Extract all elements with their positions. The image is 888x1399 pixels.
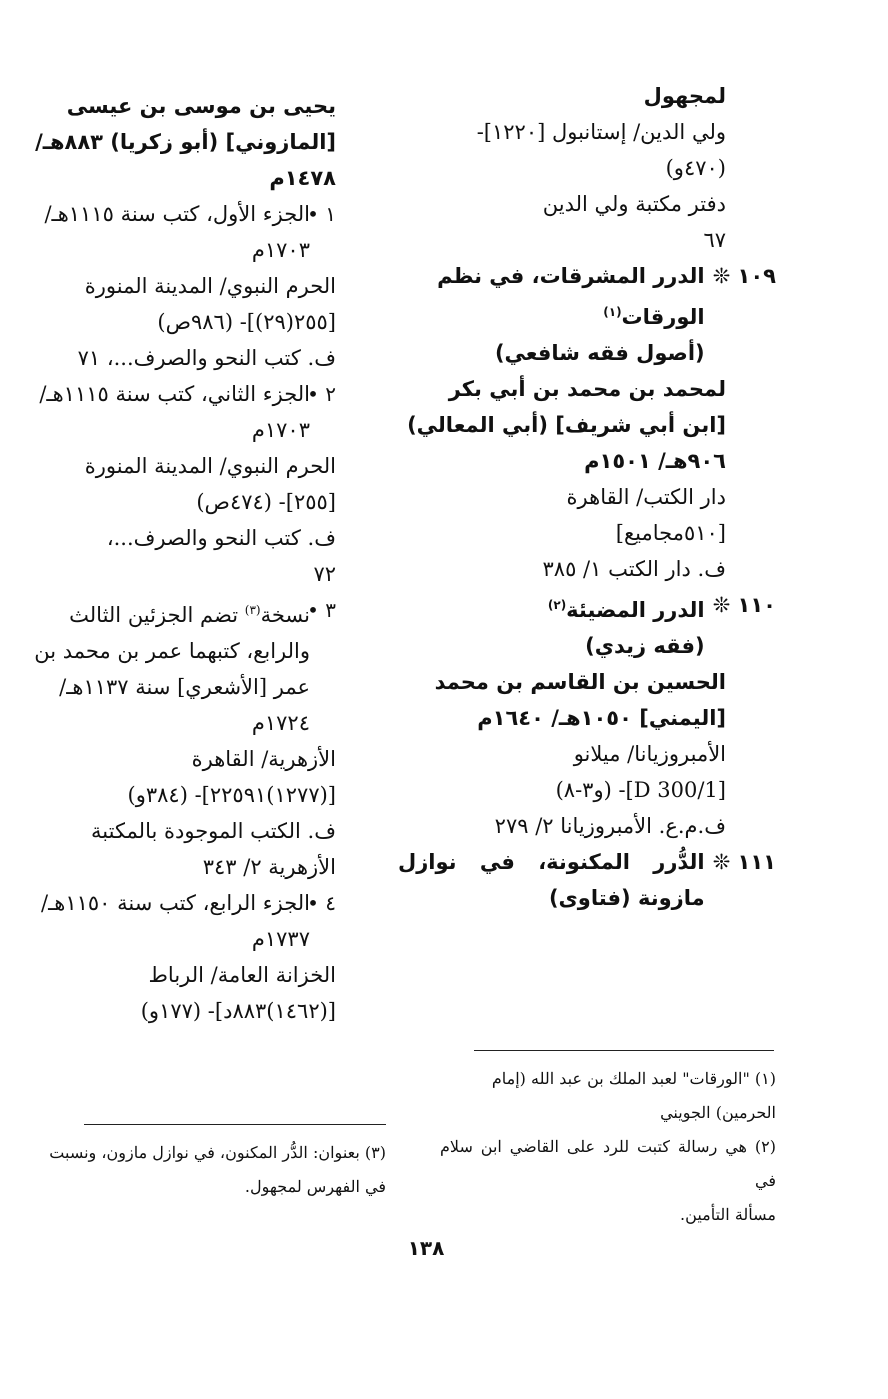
author-name: يحيى بن موسى بن عيسى	[66, 94, 336, 118]
footnote-number: (٣)	[364, 1143, 386, 1162]
footnotes-left	[46, 1136, 386, 1204]
footnote-marker: (٢)	[547, 598, 567, 612]
copy-description: عمر [الأشعري] سنة ١١٣٧هـ/	[59, 675, 310, 699]
manuscript-item-1	[44, 196, 336, 268]
footnote-2	[440, 1130, 776, 1198]
location-line: الخزانة العامة/ الرباط	[148, 963, 336, 987]
author-date: ١٤٧٨م	[269, 166, 336, 190]
catalog-reference: الأزهرية ٢/ ٣٤٣	[202, 855, 336, 879]
page-number: ١٣٨	[407, 1236, 445, 1260]
shelfmark-line: [(١٢٧٧)٢٢٥٩١]- (٣٨٤و)	[127, 783, 336, 807]
catalog-reference: ف.م.ع. الأمبروزيانا ٢/ ٢٧٩	[494, 814, 726, 838]
shelfmark-line: [(١٤٦٢)٨٨٣د]- (١٧٧و)	[140, 999, 336, 1023]
shelfmark-line: [٥١٠مجاميع]	[615, 521, 726, 545]
footnote-marker: (١)	[603, 305, 622, 319]
footnote-rule-right	[474, 1050, 774, 1051]
author-name: [المازوني] (أبو زكريا) ٨٨٣هـ/	[35, 130, 336, 154]
right-column	[398, 78, 776, 916]
copy-description: والرابع، كتبهما عمر بن محمد بن	[34, 639, 310, 663]
location-line: الحرم النبوي/ المدينة المنورة	[84, 454, 336, 478]
manuscript-item-3	[34, 592, 336, 741]
location-line: الأزهرية/ القاهرة	[191, 747, 336, 771]
author-name: [ابن أبي شريف] (أبي المعالي)	[407, 413, 726, 437]
catalog-reference-page: ٦٧	[703, 228, 726, 252]
entry-title: الورقات	[621, 305, 705, 329]
catalog-reference: ف. كتب النحو والصرف...، ٧١	[77, 346, 336, 370]
catalog-reference: ف. الكتب الموجودة بالمكتبة	[91, 819, 336, 843]
shelfmark-line: [D 300/1]- (و٣-٨)	[555, 778, 726, 802]
catalog-reference: دفتر مكتبة ولي الدين	[542, 192, 726, 216]
location-line: الأمبروزيانا/ ميلانو	[573, 742, 726, 766]
author-name: لمحمد بن محمد بن أبي بكر	[448, 377, 726, 401]
item-marker: ٢ •	[307, 382, 336, 406]
manuscript-item-4	[41, 885, 336, 957]
footnote-3	[46, 1136, 386, 1170]
location-line: الحرم النبوي/ المدينة المنورة	[84, 274, 336, 298]
entry-title: الدُّرر المكنونة، في نوازل مازونة (فتاوى)	[398, 850, 705, 910]
author-date: ٩٠٦هـ/ ١٥٠١م	[584, 449, 726, 473]
item-marker: ٤ •	[307, 891, 336, 915]
footnote-text: في الفهرس لمجهول.	[244, 1177, 386, 1196]
shelfmark-line: [٢٥٥]- (٤٧٤ص)	[196, 490, 336, 514]
copy-text: تضم الجزئين الثالث	[69, 603, 239, 627]
copy-description: الجزء الرابع، كتب سنة ١١٥٠هـ/	[41, 891, 310, 915]
footnote-number: (١)	[754, 1069, 776, 1088]
author-name: الحسين بن القاسم بن محمد	[434, 670, 726, 694]
catalog-reference-page: ٧٢	[313, 562, 336, 586]
footnote-rule-left	[84, 1124, 386, 1125]
copy-date: ١٧٠٣م	[251, 238, 310, 262]
copy-date: ١٧٢٤م	[251, 711, 310, 735]
footnote-text: الحرمين) الجويني	[660, 1103, 776, 1122]
entry-109-heading	[398, 258, 776, 371]
copy-description: الجزء الثاني، كتب سنة ١١١٥هـ/	[39, 382, 310, 406]
entry-number: ١١٠ ❊	[712, 593, 776, 617]
item-marker: ١ •	[307, 202, 336, 226]
copy-description: الجزء الأول، كتب سنة ١١١٥هـ/	[44, 202, 310, 226]
footnote-1	[440, 1062, 776, 1096]
copy-date: ١٧٠٣م	[251, 418, 310, 442]
location-line: ولي الدين/ إستانبول [١٢٢٠]-	[476, 120, 726, 144]
manuscript-item-2	[39, 376, 336, 448]
catalog-reference: ف. كتب النحو والصرف...،	[106, 526, 336, 550]
author-heading: لمجهول	[643, 84, 726, 108]
copy-description	[48, 592, 310, 633]
footnote-text: "الورقات" لعبد الملك بن عبد الله (إمام	[491, 1069, 750, 1088]
entry-subject: (أصول فقه شافعي)	[494, 341, 705, 365]
entry-number: ١١١ ❊	[712, 850, 776, 874]
footnote-number: (٢)	[754, 1137, 776, 1156]
entry-title: الدرر المشرقات، في نظم	[437, 264, 705, 288]
footnote-text: بعنوان: الدُّر المكنون، في نوازل مازون، ونسبت	[49, 1143, 360, 1162]
folio-line: (٤٧٠و)	[665, 156, 726, 180]
footnote-text: هي رسالة كتبت للرد على القاضي ابن سلام في	[440, 1137, 776, 1190]
footnote-marker: (٣)	[244, 603, 261, 617]
item-marker: ٣ •	[307, 598, 336, 622]
entry-number: ١٠٩ ❊	[712, 264, 776, 288]
entry-subject: (فقه زيدي)	[585, 634, 705, 658]
location-line: دار الكتب/ القاهرة	[566, 485, 726, 509]
entry-title: الدرر المضيئة	[566, 598, 705, 622]
footnote-text: مسألة التأمين.	[680, 1205, 776, 1224]
entry-111-heading	[398, 844, 776, 916]
shelfmark-line: [٢٥٥(٢٩)]- (٩٨٦ص)	[157, 310, 336, 334]
copy-date: ١٧٣٧م	[251, 927, 310, 951]
left-column	[34, 88, 336, 1029]
copy-label: نسخة	[260, 603, 310, 627]
footnotes-right	[440, 1062, 776, 1232]
author-name: [اليمني] ١٠٥٠هـ/ ١٦٤٠م	[477, 706, 726, 730]
catalog-reference: ف. دار الكتب ١/ ٣٨٥	[542, 557, 726, 581]
entry-110-heading	[398, 587, 776, 664]
